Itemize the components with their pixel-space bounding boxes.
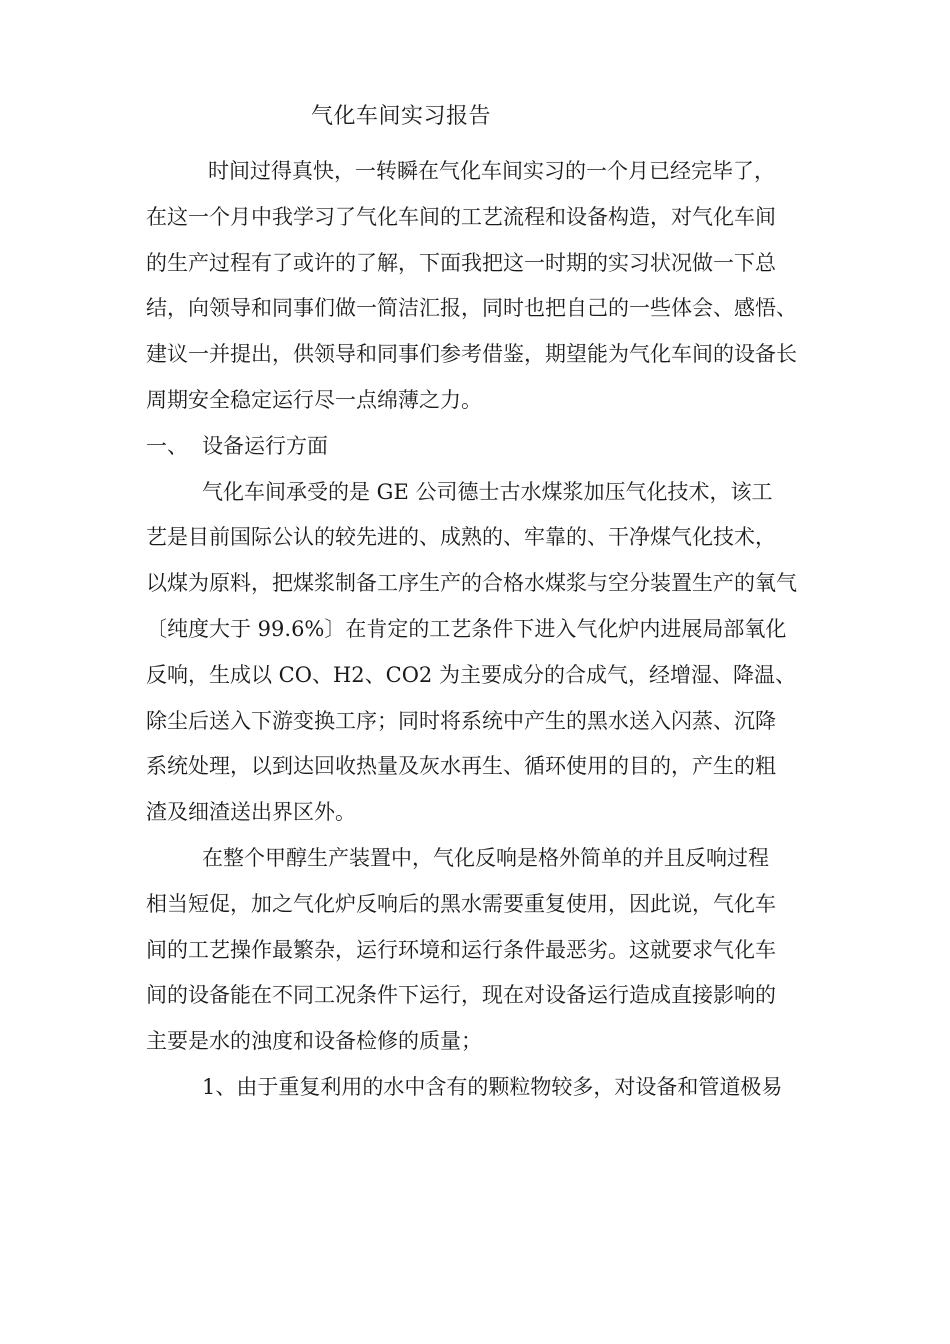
intro-paragraph: [146, 149, 818, 424]
paragraph-line: 的生产过程有了或许的了解，下面我把这一时期的实习状况做一下总: [146, 250, 776, 275]
paragraph-line: 渣及细渣送出界区外。: [146, 800, 356, 825]
section-heading: [146, 424, 818, 470]
paragraph-line: 除尘后送入下游变换工序；同时将系统中产生的黑水送入闪蒸、沉降: [146, 708, 776, 733]
paragraph-line: 反响，生成以 CO、H2、CO2 为主要成分的合成气，经增湿、降温、: [146, 662, 796, 687]
section-number: 一、: [146, 433, 188, 458]
section-title: 设备运行方面: [202, 433, 328, 458]
paragraph-line: 相当短促，加之气化炉反响后的黑水需要重复使用，因此说，气化车: [146, 891, 776, 916]
paragraph-line: 气化车间承受的是 GE 公司德士古水煤浆加压气化技术，该工: [202, 479, 773, 504]
paragraph-line: 1、由于重复利用的水中含有的颗粒物较多，对设备和管道极易: [202, 1074, 783, 1099]
paragraph-line: 时间过得真快，一转瞬在气化车间实习的一个月已经完毕了，: [208, 159, 775, 183]
paragraph-line: 间的设备能在不同工况条件下运行，现在对设备运行造成直接影响的: [146, 983, 776, 1008]
paragraph-line: 结，向领导和同事们做一简洁汇报，同时也把自己的一些体会、感悟、: [146, 296, 797, 321]
document-body: [146, 149, 818, 1111]
paragraph-item-1: [146, 1065, 818, 1111]
paragraph-conditions: [146, 836, 818, 1065]
paragraph-line: 系统处理，以到达回收热量及灰水再生、循环使用的目的，产生的粗: [146, 754, 776, 779]
document-title: 气化车间实习报告: [311, 104, 492, 129]
paragraph-line: 以煤为原料，把煤浆制备工序生产的合格水煤浆与空分装置生产的氧气: [146, 571, 797, 596]
paragraph-line: 间的工艺操作最繁杂，运行环境和运行条件最恶劣。这就要求气化车: [146, 937, 776, 962]
paragraph-line: 建议一并提出，供领导和同事们参考借鉴，期望能为气化车间的设备长: [146, 342, 797, 367]
paragraph-line: 周期安全稳定运行尽一点绵薄之力。: [146, 387, 482, 412]
paragraph-process: [146, 470, 818, 836]
paragraph-line: 〔纯度大于 99.6%〕在肯定的工艺条件下进入气化炉内进展局部氧化: [146, 616, 787, 641]
paragraph-line: 在整个甲醇生产装置中，气化反响是格外简单的并且反响过程: [202, 845, 769, 870]
paragraph-line: 主要是水的浊度和设备检修的质量；: [146, 1029, 482, 1054]
paragraph-line: 在这一个月中我学习了气化车间的工艺流程和设备构造，对气化车间: [146, 204, 776, 229]
paragraph-line: 艺是目前国际公认的较先进的、成熟的、牢靠的、干净煤气化技术，: [146, 525, 776, 550]
